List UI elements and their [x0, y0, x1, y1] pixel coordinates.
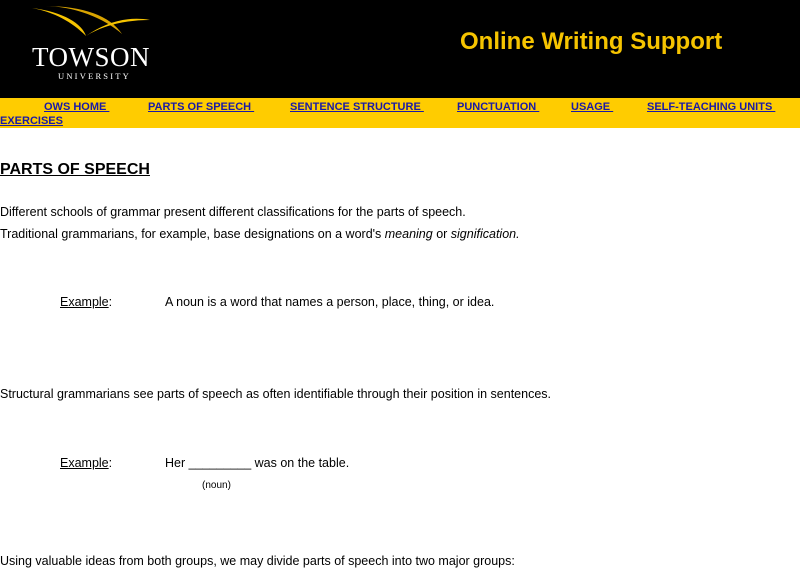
example-colon: :	[108, 456, 113, 470]
paragraph-groups: Using valuable ideas from both groups, we may divide parts of speech into two major groups:	[0, 554, 515, 568]
nav-sentence-structure[interactable]: SENTENCE STRUCTURE	[290, 101, 424, 113]
paragraph-schools: Different schools of grammar present different classifications for the parts of speech.	[0, 205, 466, 219]
example-noun-definition: A noun is a word that names a person, place, thing, or idea.	[165, 295, 495, 309]
nav-parts-of-speech[interactable]: PARTS OF SPEECH	[148, 101, 255, 113]
example-label-text: Example	[60, 295, 109, 309]
paragraph-structural: Structural grammarians see parts of speech as often identifiable through their position in sentences.	[0, 387, 552, 401]
example-label	[60, 295, 112, 309]
emphasis-signification: signification.	[450, 227, 520, 241]
swoosh-icon	[24, 4, 154, 44]
nav-usage[interactable]: USAGE	[571, 101, 614, 113]
paragraph-text: or	[432, 227, 451, 241]
nav-punctuation[interactable]: PUNCTUATION	[457, 101, 540, 113]
nav-self-teaching-units[interactable]: SELF-TEACHING UNITS	[647, 101, 776, 113]
example-label-text: Example	[60, 456, 109, 470]
example-label	[60, 456, 112, 470]
example-fill-blank: Her _________ was on the table.	[165, 456, 350, 470]
towson-logo[interactable]	[20, 4, 160, 84]
paragraph-traditional	[0, 227, 520, 241]
emphasis-meaning: meaning	[384, 227, 433, 241]
main-nav	[0, 98, 800, 128]
logo-wordmark: TOWSON	[32, 42, 151, 72]
site-title: Online Writing Support	[460, 28, 723, 55]
nav-exercises[interactable]: EXERCISES	[0, 115, 63, 127]
site-header	[0, 0, 800, 98]
nav-ows-home[interactable]: OWS HOME	[44, 101, 110, 113]
example-noun-note: (noun)	[202, 480, 231, 491]
logo-subtitle: UNIVERSITY	[58, 71, 131, 81]
paragraph-text: Traditional grammarians, for example, base designations on a word's	[0, 227, 385, 241]
page-title: PARTS OF SPEECH	[0, 161, 150, 178]
example-colon: :	[108, 295, 113, 309]
